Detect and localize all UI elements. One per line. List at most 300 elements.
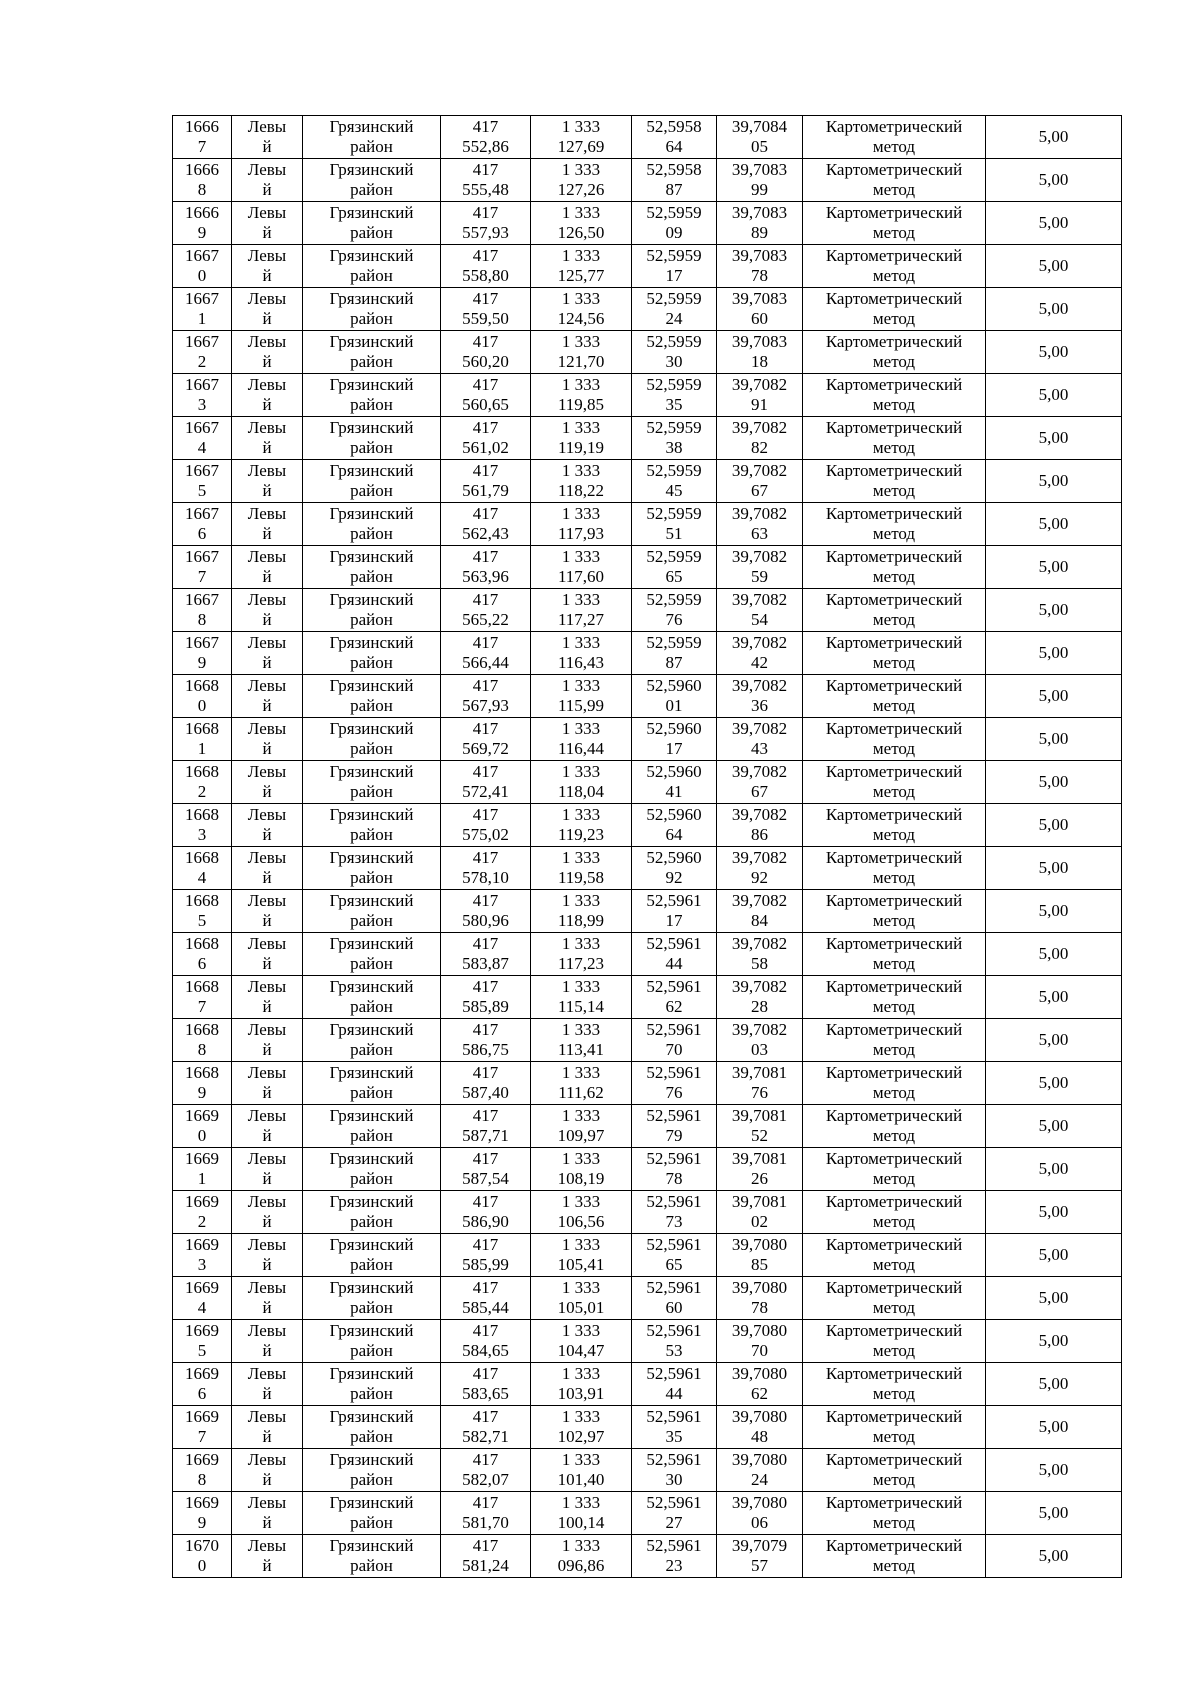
cell-text: 67 <box>751 782 768 801</box>
cell-text: Грязинский <box>329 1536 414 1555</box>
y-coordinate-cell <box>531 976 632 1019</box>
cell-text: 23 <box>665 1556 683 1575</box>
cell-text: 24 <box>751 1470 768 1489</box>
point-number-cell <box>173 202 232 245</box>
cell-text: 417 <box>472 1020 499 1039</box>
cell-text: 1 333 <box>561 504 601 523</box>
longitude-cell <box>717 718 803 761</box>
x-coordinate-cell <box>441 1019 531 1062</box>
cell-text: Картометрический <box>825 504 963 523</box>
cell-text: Левы <box>247 1149 287 1168</box>
cell-text: метод <box>872 223 916 242</box>
cell-text: 565,22 <box>462 610 509 629</box>
cell-text: й <box>262 524 272 543</box>
cell-text: 1666 <box>185 203 219 222</box>
cell-text: 52,5959 <box>646 418 702 437</box>
cell-text: 64 <box>665 825 683 844</box>
cell-text: 557,93 <box>462 223 509 242</box>
cell-text: 7 <box>197 567 207 586</box>
cell-text: Левы <box>247 1063 287 1082</box>
cell-text: 1 333 <box>561 1020 601 1039</box>
district-cell <box>303 890 441 933</box>
cell-text: 5,00 <box>1038 729 1069 748</box>
cell-text: 39,7082 <box>731 676 788 695</box>
cell-text: 5,00 <box>1038 1460 1069 1479</box>
cell-text: 30 <box>665 1470 683 1489</box>
cell-text: 1669 <box>185 1149 219 1168</box>
cell-text: 03 <box>751 1040 768 1059</box>
y-coordinate-cell <box>531 1105 632 1148</box>
longitude-cell <box>717 933 803 976</box>
cell-text: район <box>350 1427 393 1446</box>
cell-text: Картометрический <box>825 160 963 179</box>
bank-side-cell <box>232 1234 303 1277</box>
cell-text: й <box>262 395 272 414</box>
table-row <box>173 288 1122 331</box>
cell-text: Картометрический <box>825 977 963 996</box>
table-row <box>173 116 1122 159</box>
x-coordinate-cell <box>441 374 531 417</box>
cell-text: 126,50 <box>557 223 605 242</box>
cell-text: 91 <box>751 395 768 414</box>
y-coordinate-cell <box>531 890 632 933</box>
latitude-cell <box>632 1019 717 1062</box>
point-number-cell <box>173 718 232 761</box>
cell-text: 117,23 <box>557 954 605 973</box>
cell-text: й <box>262 1427 272 1446</box>
cell-text: метод <box>872 137 916 156</box>
cell-text: 1 333 <box>561 719 601 738</box>
latitude-cell <box>632 1105 717 1148</box>
cell-text: 1669 <box>185 1321 219 1340</box>
cell-text: 1668 <box>185 719 219 738</box>
table-row <box>173 1019 1122 1062</box>
bank-side-cell <box>232 331 303 374</box>
bank-side-cell <box>232 632 303 675</box>
cell-text: 115,99 <box>557 696 605 715</box>
cell-text: 52,5958 <box>646 160 702 179</box>
cell-text: 5,00 <box>1038 127 1069 146</box>
cell-text: й <box>262 653 272 672</box>
cell-text: 39,7082 <box>731 547 788 566</box>
cell-text: 102,97 <box>557 1427 605 1446</box>
cell-text: Картометрический <box>825 719 963 738</box>
cell-text: 1 333 <box>561 461 601 480</box>
y-coordinate-cell <box>531 116 632 159</box>
method-cell <box>803 976 986 1019</box>
district-cell <box>303 1363 441 1406</box>
x-coordinate-cell <box>441 202 531 245</box>
cell-text: район <box>350 567 393 586</box>
accuracy-cell <box>986 202 1122 245</box>
district-cell <box>303 804 441 847</box>
cell-text: 09 <box>665 223 683 242</box>
bank-side-cell <box>232 1535 303 1578</box>
cell-text: 39,7083 <box>731 246 788 265</box>
x-coordinate-cell <box>441 1535 531 1578</box>
cell-text: й <box>262 180 272 199</box>
cell-text: Левы <box>247 289 287 308</box>
cell-text: й <box>262 137 272 156</box>
cell-text: Грязинский <box>329 1407 414 1426</box>
cell-text: 583,87 <box>462 954 509 973</box>
table-row <box>173 1535 1122 1578</box>
cell-text: Левы <box>247 762 287 781</box>
coordinates-table <box>172 115 1122 1578</box>
cell-text: Картометрический <box>825 547 963 566</box>
table-row <box>173 761 1122 804</box>
point-number-cell <box>173 933 232 976</box>
cell-text: район <box>350 137 393 156</box>
cell-text: 417 <box>472 246 499 265</box>
cell-text: 78 <box>751 1298 768 1317</box>
cell-text: Грязинский <box>329 848 414 867</box>
y-coordinate-cell <box>531 675 632 718</box>
longitude-cell <box>717 1277 803 1320</box>
point-number-cell <box>173 1320 232 1363</box>
cell-text: 52,5961 <box>646 1321 702 1340</box>
cell-text: Грязинский <box>329 1063 414 1082</box>
cell-text: Картометрический <box>825 203 963 222</box>
accuracy-cell <box>986 1105 1122 1148</box>
cell-text: Грязинский <box>329 117 414 136</box>
latitude-cell <box>632 1062 717 1105</box>
latitude-cell <box>632 1363 717 1406</box>
cell-text: Левы <box>247 461 287 480</box>
cell-text: метод <box>872 1126 916 1145</box>
accuracy-cell <box>986 503 1122 546</box>
cell-text: Картометрический <box>825 332 963 351</box>
cell-text: 417 <box>472 1450 499 1469</box>
table-row <box>173 718 1122 761</box>
cell-text: 87 <box>665 180 683 199</box>
cell-text: район <box>350 1513 393 1532</box>
cell-text: 1669 <box>185 1493 219 1512</box>
cell-text: 1 333 <box>561 848 601 867</box>
method-cell <box>803 847 986 890</box>
cell-text: 51 <box>665 524 683 543</box>
accuracy-cell <box>986 546 1122 589</box>
cell-text: Левы <box>247 1407 287 1426</box>
bank-side-cell <box>232 1406 303 1449</box>
cell-text: Грязинский <box>329 1493 414 1512</box>
cell-text: 585,44 <box>462 1298 509 1317</box>
cell-text: 1668 <box>185 848 219 867</box>
cell-text: 119,85 <box>557 395 605 414</box>
y-coordinate-cell <box>531 1191 632 1234</box>
cell-text: 39,7081 <box>731 1192 788 1211</box>
cell-text: район <box>350 739 393 758</box>
cell-text: 8 <box>197 180 207 199</box>
cell-text: 8 <box>197 1040 207 1059</box>
accuracy-cell <box>986 374 1122 417</box>
cell-text: район <box>350 1040 393 1059</box>
latitude-cell <box>632 1492 717 1535</box>
cell-text: 417 <box>472 1536 499 1555</box>
bank-side-cell <box>232 1449 303 1492</box>
cell-text: Картометрический <box>825 1493 963 1512</box>
point-number-cell <box>173 159 232 202</box>
cell-text: 1 333 <box>561 590 601 609</box>
cell-text: район <box>350 1169 393 1188</box>
cell-text: 3 <box>197 1255 207 1274</box>
district-cell <box>303 632 441 675</box>
cell-text: 39,7081 <box>731 1149 788 1168</box>
table-row <box>173 1320 1122 1363</box>
cell-text: 417 <box>472 332 499 351</box>
cell-text: Левы <box>247 1106 287 1125</box>
method-cell <box>803 460 986 503</box>
table-row <box>173 245 1122 288</box>
method-cell <box>803 1535 986 1578</box>
cell-text: район <box>350 266 393 285</box>
point-number-cell <box>173 1019 232 1062</box>
cell-text: 39,7082 <box>731 891 788 910</box>
cell-text: 0 <box>197 1556 207 1575</box>
cell-text: 52,5959 <box>646 289 702 308</box>
cell-text: й <box>262 1556 272 1575</box>
bank-side-cell <box>232 976 303 1019</box>
cell-text: 92 <box>665 868 683 887</box>
cell-text: й <box>262 1126 272 1145</box>
cell-text: район <box>350 1126 393 1145</box>
cell-text: 1 <box>197 309 207 328</box>
longitude-cell <box>717 890 803 933</box>
cell-text: 555,48 <box>462 180 509 199</box>
cell-text: 5,00 <box>1038 772 1069 791</box>
cell-text: 417 <box>472 289 499 308</box>
cell-text: 52,5959 <box>646 547 702 566</box>
cell-text: 1 333 <box>561 289 601 308</box>
cell-text: Грязинский <box>329 1235 414 1254</box>
point-number-cell <box>173 1062 232 1105</box>
cell-text: 05 <box>751 137 768 156</box>
accuracy-cell <box>986 632 1122 675</box>
x-coordinate-cell <box>441 718 531 761</box>
cell-text: 39,7083 <box>731 160 788 179</box>
accuracy-cell <box>986 288 1122 331</box>
cell-text: 575,02 <box>462 825 509 844</box>
latitude-cell <box>632 546 717 589</box>
cell-text: 7 <box>197 997 207 1016</box>
accuracy-cell <box>986 1406 1122 1449</box>
cell-text: район <box>350 352 393 371</box>
cell-text: 52,5959 <box>646 461 702 480</box>
cell-text: й <box>262 481 272 500</box>
cell-text: 5,00 <box>1038 1546 1069 1565</box>
point-number-cell <box>173 632 232 675</box>
cell-text: 52,5961 <box>646 1063 702 1082</box>
cell-text: й <box>262 610 272 629</box>
x-coordinate-cell <box>441 546 531 589</box>
cell-text: 73 <box>665 1212 683 1231</box>
cell-text: метод <box>872 1470 916 1489</box>
method-cell <box>803 1105 986 1148</box>
cell-text: 1 333 <box>561 1192 601 1211</box>
cell-text: 1 333 <box>561 418 601 437</box>
cell-text: й <box>262 1298 272 1317</box>
cell-text: Грязинский <box>329 977 414 996</box>
cell-text: Картометрический <box>825 117 963 136</box>
cell-text: 92 <box>751 868 768 887</box>
cell-text: 1 333 <box>561 375 601 394</box>
y-coordinate-cell <box>531 417 632 460</box>
cell-text: Грязинский <box>329 289 414 308</box>
cell-text: 18 <box>751 352 768 371</box>
cell-text: Грязинский <box>329 332 414 351</box>
district-cell <box>303 503 441 546</box>
cell-text: 5,00 <box>1038 901 1069 920</box>
longitude-cell <box>717 675 803 718</box>
cell-text: Левы <box>247 1278 287 1297</box>
cell-text: район <box>350 1384 393 1403</box>
cell-text: метод <box>872 696 916 715</box>
bank-side-cell <box>232 804 303 847</box>
x-coordinate-cell <box>441 245 531 288</box>
cell-text: Грязинский <box>329 547 414 566</box>
cell-text: 417 <box>472 1063 499 1082</box>
cell-text: Грязинский <box>329 1149 414 1168</box>
cell-text: 42 <box>751 653 768 672</box>
method-cell <box>803 718 986 761</box>
cell-text: Картометрический <box>825 289 963 308</box>
x-coordinate-cell <box>441 1148 531 1191</box>
point-number-cell <box>173 374 232 417</box>
cell-text: 096,86 <box>557 1556 605 1575</box>
cell-text: 53 <box>665 1341 683 1360</box>
cell-text: 85 <box>751 1255 768 1274</box>
table-row <box>173 503 1122 546</box>
cell-text: 100,14 <box>557 1513 605 1532</box>
y-coordinate-cell <box>531 159 632 202</box>
accuracy-cell <box>986 245 1122 288</box>
cell-text: 39,7082 <box>731 805 788 824</box>
x-coordinate-cell <box>441 632 531 675</box>
cell-text: район <box>350 524 393 543</box>
point-number-cell <box>173 546 232 589</box>
cell-text: район <box>350 1341 393 1360</box>
cell-text: 1667 <box>185 246 219 265</box>
bank-side-cell <box>232 589 303 632</box>
table-row <box>173 1363 1122 1406</box>
cell-text: 1 333 <box>561 246 601 265</box>
cell-text: 572,41 <box>462 782 509 801</box>
latitude-cell <box>632 976 717 1019</box>
longitude-cell <box>717 1105 803 1148</box>
cell-text: метод <box>872 610 916 629</box>
cell-text: 417 <box>472 1321 499 1340</box>
y-coordinate-cell <box>531 718 632 761</box>
point-number-cell <box>173 1191 232 1234</box>
cell-text: 38 <box>665 438 683 457</box>
point-number-cell <box>173 589 232 632</box>
cell-text: 9 <box>197 653 207 672</box>
y-coordinate-cell <box>531 589 632 632</box>
cell-text: 52,5959 <box>646 590 702 609</box>
cell-text: Левы <box>247 848 287 867</box>
table-body <box>173 116 1122 1578</box>
point-number-cell <box>173 1105 232 1148</box>
cell-text: 1 <box>197 1169 207 1188</box>
latitude-cell <box>632 245 717 288</box>
cell-text: 1667 <box>185 289 219 308</box>
cell-text: метод <box>872 1169 916 1188</box>
longitude-cell <box>717 1191 803 1234</box>
point-number-cell <box>173 503 232 546</box>
bank-side-cell <box>232 1363 303 1406</box>
latitude-cell <box>632 761 717 804</box>
x-coordinate-cell <box>441 976 531 1019</box>
accuracy-cell <box>986 890 1122 933</box>
cell-text: Картометрический <box>825 1278 963 1297</box>
cell-text: 52,5960 <box>646 719 702 738</box>
longitude-cell <box>717 1234 803 1277</box>
cell-text: Грязинский <box>329 891 414 910</box>
cell-text: 587,54 <box>462 1169 509 1188</box>
cell-text: Картометрический <box>825 633 963 652</box>
cell-text: метод <box>872 954 916 973</box>
cell-text: й <box>262 739 272 758</box>
cell-text: Левы <box>247 934 287 953</box>
cell-text: метод <box>872 1556 916 1575</box>
bank-side-cell <box>232 159 303 202</box>
cell-text: Картометрический <box>825 891 963 910</box>
cell-text: Левы <box>247 1192 287 1211</box>
cell-text: 1 333 <box>561 1278 601 1297</box>
point-number-cell <box>173 1535 232 1578</box>
accuracy-cell <box>986 976 1122 1019</box>
cell-text: Грязинский <box>329 246 414 265</box>
cell-text: 39,7080 <box>731 1235 788 1254</box>
cell-text: 586,75 <box>462 1040 509 1059</box>
cell-text: 119,19 <box>557 438 605 457</box>
cell-text: й <box>262 223 272 242</box>
cell-text: Грязинский <box>329 719 414 738</box>
cell-text: 82 <box>751 438 768 457</box>
bank-side-cell <box>232 675 303 718</box>
y-coordinate-cell <box>531 1019 632 1062</box>
cell-text: 39,7083 <box>731 289 788 308</box>
cell-text: 1 333 <box>561 160 601 179</box>
cell-text: 52,5961 <box>646 1020 702 1039</box>
table-row <box>173 675 1122 718</box>
longitude-cell <box>717 589 803 632</box>
cell-text: 39,7079 <box>731 1536 788 1555</box>
cell-text: 567,93 <box>462 696 509 715</box>
cell-text: 587,40 <box>462 1083 509 1102</box>
cell-text: метод <box>872 782 916 801</box>
cell-text: 563,96 <box>462 567 509 586</box>
cell-text: район <box>350 1255 393 1274</box>
longitude-cell <box>717 1320 803 1363</box>
cell-text: 39,7082 <box>731 633 788 652</box>
cell-text: 417 <box>472 1364 499 1383</box>
cell-text: 569,72 <box>462 739 509 758</box>
cell-text: 5,00 <box>1038 299 1069 318</box>
cell-text: 5,00 <box>1038 1030 1069 1049</box>
cell-text: район <box>350 438 393 457</box>
cell-text: Левы <box>247 891 287 910</box>
y-coordinate-cell <box>531 847 632 890</box>
cell-text: 43 <box>751 739 768 758</box>
table-row <box>173 1449 1122 1492</box>
cell-text: метод <box>872 1513 916 1532</box>
cell-text: Левы <box>247 590 287 609</box>
cell-text: 87 <box>665 653 683 672</box>
cell-text: метод <box>872 1427 916 1446</box>
bank-side-cell <box>232 1148 303 1191</box>
point-number-cell <box>173 288 232 331</box>
